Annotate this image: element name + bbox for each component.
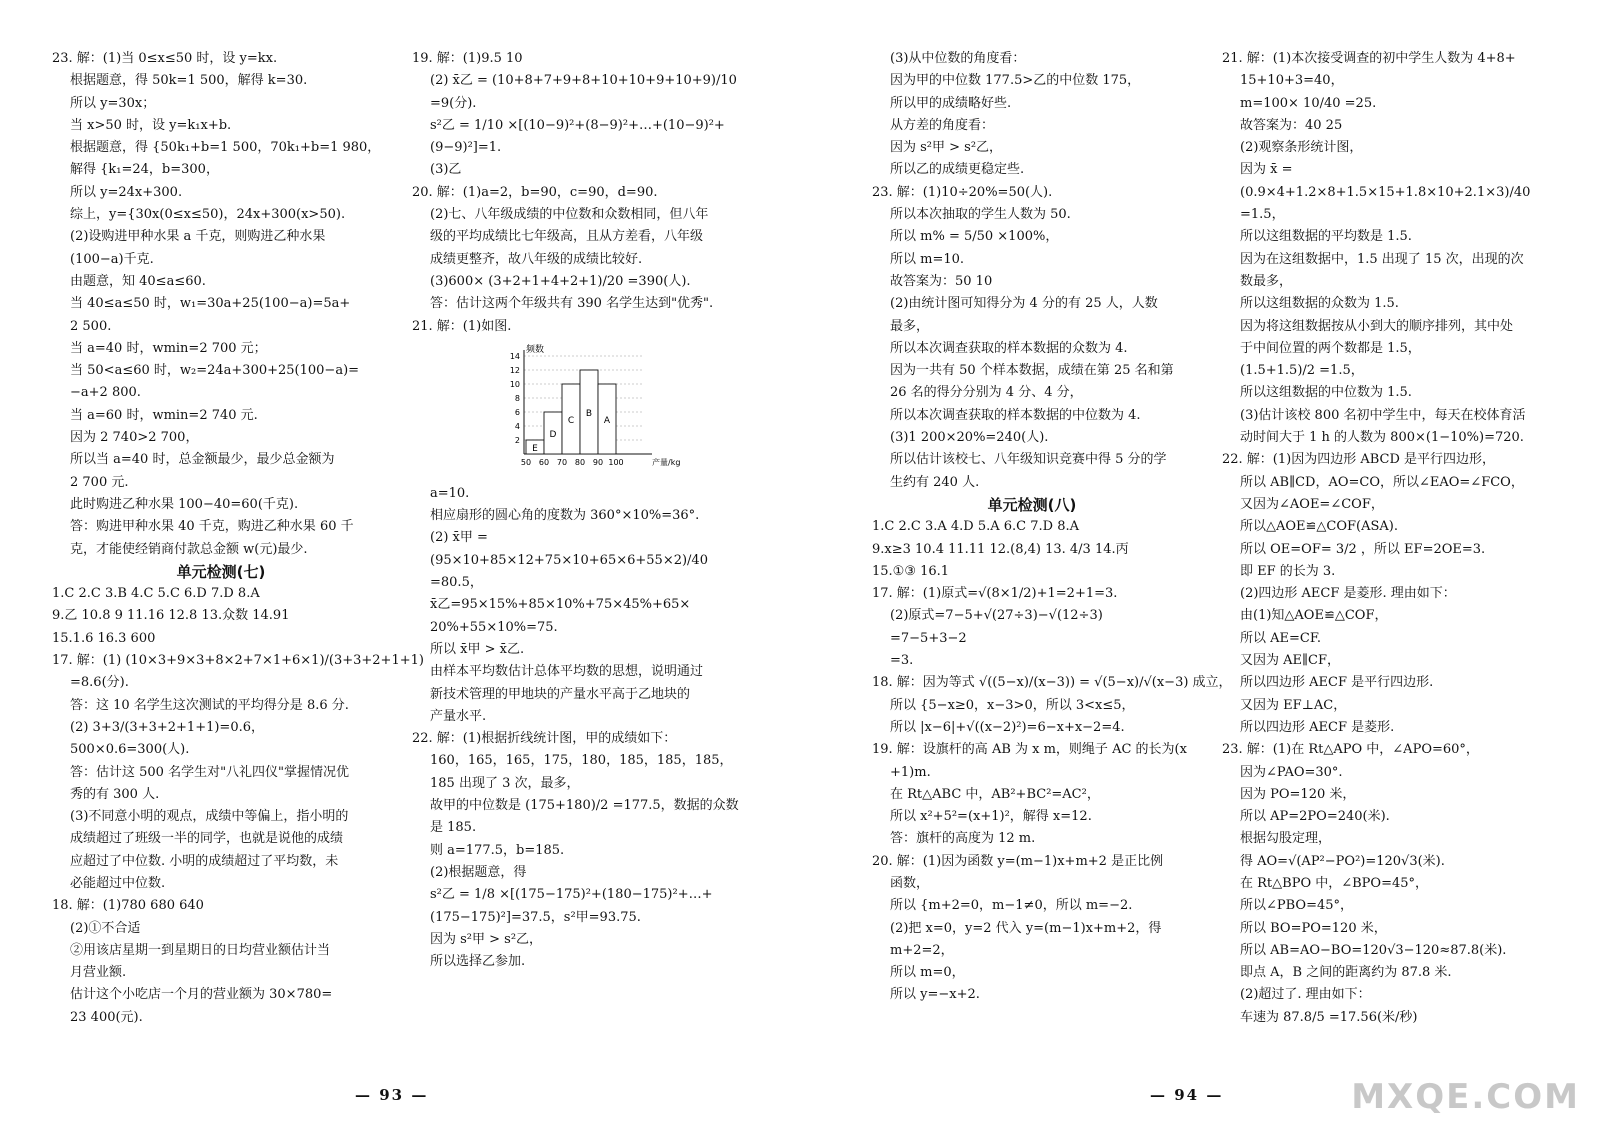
text-line: 2 500.	[70, 318, 112, 334]
text-line: 数最多，	[1240, 273, 1293, 289]
text-line: 所以本次抽取的学生人数为 50.	[890, 207, 1071, 223]
column-1	[52, 48, 424, 1029]
x-tick-label: 80	[574, 457, 586, 467]
y-tick-label: 6	[514, 407, 520, 417]
text-line: =1.5，	[1240, 207, 1285, 223]
text-line: x̄乙=95×15%+85×10%+75×45%+65×	[430, 597, 691, 613]
text-line: (2)四边形 AECF 是菱形. 理由如下：	[1240, 586, 1456, 602]
text-line: 当 40≤a≤50 时，w₁=30a+25(100−a)=5a+	[70, 296, 351, 312]
x-tick-label: 90	[592, 457, 604, 467]
text-line: 估计这个小吃店一个月的营业额为 30×780=	[70, 987, 333, 1003]
text-line: 级的平均成绩比七年级高，且从方差看，八年级	[430, 229, 704, 245]
text-line: 1.C 2.C 3.A 4.D 5.A 6.C 7.D 8.A	[872, 519, 1080, 535]
text-line: (2)原式=7−5+√(27÷3)−√(12÷3)	[890, 608, 1103, 624]
text-line: 所以四边形 AECF 是平行四边形.	[1240, 675, 1434, 691]
text-line: 所以 y=30x；	[70, 95, 156, 111]
text-line: 因为 s²甲 > s²乙，	[890, 140, 1003, 156]
text-line: =7−5+3−2	[890, 630, 967, 646]
text-line: 当 a=60 时，wmin=2 740 元.	[70, 407, 258, 423]
bar-label: B	[585, 408, 593, 419]
text-line: (2)超过了. 理由如下：	[1240, 987, 1371, 1003]
text-line: 即点 A，B 之间的距离约为 87.8 米.	[1240, 965, 1452, 981]
text-line: (2)观察条形统计图，	[1240, 140, 1363, 156]
text-line: 最多，	[890, 318, 930, 334]
watermark-logo: MXQE.COM	[1351, 1077, 1580, 1117]
text-line: 20. 解：(1)a=2，b=90，c=90，d=90.	[412, 184, 658, 200]
text-line: 产量水平.	[430, 708, 487, 724]
text-line: 18. 解：因为等式 √((5−x)/(x−3)) = √(5−x)/√(x−3) 成立，	[872, 675, 1232, 691]
text-line: 答：估计这 500 名学生对"八礼四仪"掌握情况优	[70, 764, 350, 780]
bar-label: A	[603, 415, 611, 426]
text-line: 是 185.	[430, 820, 477, 836]
text-line: m+2=2，	[890, 942, 954, 958]
page-number-left: — 93 —	[355, 1086, 429, 1104]
bar-label: E	[532, 443, 538, 454]
text-line: 所以 |x−6|+√((x−2)²)=6−x+x−2=4.	[890, 719, 1125, 735]
text-line: 所以 m% = 5/50 ×100%，	[890, 229, 1059, 245]
text-line: (9−9)²]=1.	[430, 140, 502, 156]
text-line: 所以当 a=40 时，总金额最少，最少总金额为	[70, 452, 335, 468]
text-line: 得 AO=√(AP²−PO²)=120√3(米).	[1240, 853, 1445, 869]
text-line: (2)设购进甲种水果 a 千克，则购进乙种水果	[70, 229, 326, 245]
x-tick-label: 50	[520, 457, 532, 467]
text-line: 20%+55×10%=75.	[430, 619, 558, 635]
text-line: 在 Rt△BPO 中，∠BPO=45°，	[1240, 875, 1429, 891]
text-line: (175−175)²]=37.5，s²甲=93.75.	[430, 909, 641, 925]
text-line: 因为甲的中位数 177.5>乙的中位数 175，	[890, 73, 1141, 89]
text-line: 500×0.6=300(人).	[70, 742, 190, 758]
text-line: 答：这 10 名学生这次测试的平均得分是 8.6 分.	[70, 697, 349, 713]
text-line: a=10.	[430, 485, 470, 501]
text-line: 生约有 240 人.	[890, 474, 980, 490]
text-line: 在 Rt△ABC 中，AB²+BC²=AC²，	[890, 786, 1100, 802]
text-line: 18. 解：(1)780 680 640	[52, 898, 204, 914]
section-heading: 单元检测(七)	[176, 562, 266, 581]
text-line: (1.5+1.5)/2 =1.5，	[1240, 363, 1364, 379]
text-line: 根据题意，得 {50k₁+b=1 500，70k₁+b=1 980，	[70, 140, 381, 156]
text-line: 又因为 EF⊥AC，	[1240, 697, 1347, 713]
text-line: 故答案为：40 25	[1240, 117, 1343, 133]
text-line: 185 出现了 3 次，最多，	[430, 775, 580, 791]
text-line: (95×10+85×12+75×10+65×6+55×2)/40	[430, 552, 708, 568]
y-axis-label: 频数	[526, 344, 545, 355]
column-2-top	[412, 48, 752, 338]
text-line: 15.①③ 16.1	[872, 563, 950, 579]
text-line: 因为 x̄ =	[1240, 162, 1293, 178]
text-line: 所以估计该校七、八年级知识竞赛中得 5 分的学	[890, 452, 1167, 468]
text-line: 1.C 2.C 3.B 4.C 5.C 6.D 7.D 8.A	[52, 586, 260, 602]
text-line: 因为 PO=120 米，	[1240, 786, 1356, 802]
column-4	[1222, 48, 1562, 1029]
text-line: 故答案为：50 10	[890, 273, 993, 289]
text-line: 根据勾股定理，	[1240, 831, 1332, 847]
text-line: 23. 解：(1)当 0≤x≤50 时，设 y=kx.	[52, 51, 278, 66]
text-line: 22. 解：(1)因为四边形 ABCD 是平行四边形，	[1222, 452, 1496, 468]
text-line: (2) 3+3/(3+3+2+1+1)=0.6，	[70, 719, 264, 735]
text-line: (3)乙	[430, 162, 462, 178]
text-line: (3)从中位数的角度看：	[890, 51, 1026, 66]
text-line: (2) x̄甲 =	[430, 530, 488, 546]
text-line: 必能超过中位数.	[70, 875, 166, 891]
text-line: 根据题意，得 50k=1 500，解得 k=30.	[70, 73, 308, 89]
text-line: 因为 2 740>2 700，	[70, 430, 199, 446]
text-line: 月营业额.	[70, 965, 127, 981]
text-line: 所以选择乙参加.	[430, 954, 526, 970]
text-line: 因为 s²甲 > s²乙，	[430, 931, 543, 947]
text-line: 23. 解：(1)10÷20%=50(人).	[872, 184, 1053, 200]
text-line: 成绩超过了班级一半的同学，也就是说他的成绩	[70, 831, 344, 847]
text-line: 所以 m=10.	[890, 251, 965, 267]
section-heading: 单元检测(八)	[987, 495, 1077, 514]
text-line: 所以△AOE≌△COF(ASA).	[1240, 519, 1399, 535]
text-line: 所以本次调查获取的样本数据的众数为 4.	[890, 340, 1128, 356]
x-tick-label: 70	[556, 457, 568, 467]
x-axis-label: 产量/kg	[652, 457, 681, 467]
page-number-right: — 94 —	[1150, 1086, 1224, 1104]
text-line: 答：购进甲种水果 40 千克，购进乙种水果 60 千	[70, 519, 354, 535]
text-line: (2)由统计图可知得分为 4 分的有 25 人，人数	[890, 296, 1158, 312]
text-line: 所以本次调查获取的样本数据的中位数为 4.	[890, 407, 1141, 423]
text-line: 所以 AB∥CD，AO=CO，所以∠EAO=∠FCO，	[1240, 474, 1524, 490]
text-line: 当 50<a≤60 时，w₂=24a+300+25(100−a)=	[70, 363, 360, 379]
text-line: 此时购进乙种水果 100−40=60(千克).	[70, 496, 299, 512]
text-line: 19. 解：(1)9.5 10	[412, 51, 523, 66]
text-line: (3)估计该校 800 名初中学生中，每天在校体育活	[1240, 407, 1526, 423]
text-line: 所以 AP=2PO=240(米).	[1240, 809, 1390, 825]
text-line: 所以 x²+5²=(x+1)²，解得 x=12.	[890, 809, 1092, 825]
text-line: (2) x̄乙 = (10+8+7+9+8+10+10+9+10+9)/10	[430, 73, 737, 89]
text-line: 21. 解：(1)本次接受调查的初中学生人数为 4+8+	[1222, 51, 1516, 66]
column-2-bottom	[412, 483, 752, 974]
text-line: 车速为 87.8/5 =17.56(米/秒)	[1240, 1009, 1418, 1025]
text-line: 因为∠PAO=30°.	[1240, 764, 1343, 780]
text-line: +1)m.	[890, 764, 931, 780]
text-line: 所以这组数据的平均数是 1.5.	[1240, 229, 1412, 245]
text-line: (3)600× (3+2+1+4+2+1)/20 =390(人).	[430, 273, 691, 289]
column-2	[412, 48, 752, 973]
text-line: m=100× 10/40 =25.	[1240, 95, 1377, 111]
text-line: 19. 解：设旗杆的高 AB 为 x m，则绳子 AC 的长为(x	[872, 742, 1187, 758]
text-line: 所以 y=−x+2.	[890, 987, 980, 1003]
column-3	[872, 48, 1232, 1007]
text-line: (2)根据题意，得	[430, 864, 527, 880]
text-line: (2)把 x=0，y=2 代入 y=(m−1)x+m+2，得	[890, 920, 1162, 936]
text-line: 22. 解：(1)根据折线统计图，甲的成绩如下：	[412, 731, 677, 747]
text-line: (2)七、八年级成绩的中位数和众数相同，但八年	[430, 207, 709, 223]
text-line: (3)1 200×20%=240(人).	[890, 430, 1049, 446]
text-line: 动时间大于 1 h 的人数为 800×(1−10%)=720.	[1240, 430, 1524, 446]
text-line: 函数，	[890, 875, 930, 891]
text-line: 所以这组数据的众数为 1.5.	[1240, 296, 1399, 312]
text-line: =80.5，	[430, 575, 483, 591]
text-line: 因为在这组数据中，1.5 出现了 15 次，出现的次	[1240, 251, 1524, 267]
text-line: 因为将这组数据按从小到大的顺序排列，其中处	[1240, 318, 1514, 334]
text-line: 所以这组数据的中位数为 1.5.	[1240, 385, 1412, 401]
text-line: 所以 {5−x≥0，x−3>0，所以 3<x≤5，	[890, 697, 1135, 713]
text-line: 相应扇形的圆心角的度数为 360°×10%=36°.	[430, 508, 700, 524]
text-line: 当 x>50 时，设 y=k₁x+b.	[70, 117, 232, 133]
histogram-figure	[502, 342, 752, 477]
text-line: 2 700 元.	[70, 474, 129, 490]
text-line: 160，165，165，175，180，185，185，185，	[430, 753, 733, 769]
text-line: 因为一共有 50 个样本数据，成绩在第 25 名和第	[890, 363, 1174, 379]
text-line: 9.x≥3 10.4 11.11 12.(8,4) 13. 4/3 14.丙	[872, 541, 1129, 557]
text-line: 又因为∠AOE=∠COF，	[1240, 496, 1384, 512]
y-tick-label: 2	[514, 435, 520, 445]
text-line: 所以四边形 AECF 是菱形.	[1240, 719, 1395, 735]
text-line: 答：旗杆的高度为 12 m.	[890, 831, 1036, 847]
text-line: 新技术管理的甲地块的产量水平高于乙地块的	[430, 686, 691, 702]
histogram-chart	[502, 342, 692, 477]
text-line: ②用该店星期一到星期日的日均营业额估计当	[70, 942, 331, 958]
text-line: 由样本平均数估计总体平均数的思想，说明通过	[430, 664, 704, 680]
text-line: 23. 解：(1)在 Rt△APO 中，∠APO=60°，	[1222, 742, 1479, 758]
text-line: 21. 解：(1)如图.	[412, 318, 512, 334]
text-line: 故甲的中位数是 (175+180)/2 =177.5，数据的众数	[430, 798, 739, 814]
text-line: 于中间位置的两个数都是 1.5，	[1240, 340, 1421, 356]
y-tick-label: 14	[509, 351, 520, 361]
text-line: 当 a=40 时，wmin=2 700 元；	[70, 340, 267, 356]
text-line: s²乙 = 1/10 ×[(10−9)²+(8−9)²+…+(10−9)²+	[430, 117, 725, 133]
text-line: 答：估计这两个年级共有 390 名学生达到"优秀".	[430, 296, 714, 312]
text-line: 17. 解：(1)原式=√(8×1/2)+1=2+1=3.	[872, 586, 1118, 602]
text-line: 所以 y=24x+300.	[70, 184, 183, 200]
text-line: 所以 AB=AO−BO=120√3−120≈87.8(米).	[1240, 942, 1507, 958]
text-line: 从方差的角度看：	[890, 117, 995, 133]
text-line: 应超过了中位数. 小明的成绩超过了平均数，未	[70, 853, 339, 869]
text-line: =9(分).	[430, 95, 477, 111]
text-line: (0.9×4+1.2×8+1.5×15+1.8×10+2.1×3)/40	[1240, 184, 1531, 200]
text-line: (2)①不合适	[70, 920, 141, 936]
text-line: 所以 m=0，	[890, 965, 965, 981]
text-line: 则 a=177.5，b=185.	[430, 842, 565, 858]
y-tick-label: 12	[509, 365, 520, 375]
text-line: −a+2 800.	[70, 385, 141, 401]
text-line: 23 400(元).	[70, 1009, 143, 1025]
text-line: 17. 解：(1) (10×3+9×3+8×2+7×1+6×1)/(3+3+2+1+1)	[52, 653, 424, 669]
y-tick-label: 8	[514, 393, 520, 403]
text-line: 所以 {m+2=0，m−1≠0，所以 m=−2.	[890, 898, 1133, 914]
text-line: 所以∠PBO=45°，	[1240, 898, 1354, 914]
text-line: 所以 BO=PO=120 米，	[1240, 920, 1387, 936]
text-line: 由(1)知△AOE≌△COF，	[1240, 608, 1388, 624]
x-tick-label: 60	[538, 457, 550, 467]
text-line: 又因为 AE∥CF，	[1240, 653, 1340, 669]
text-line: (100−a)千克.	[70, 251, 154, 267]
text-line: (3)不同意小明的观点，成绩中等偏上，指小明的	[70, 809, 349, 825]
text-line: 所以 x̄甲 > x̄乙.	[430, 641, 525, 657]
text-line: 即 EF 的长为 3.	[1240, 563, 1336, 579]
text-line: s²乙 = 1/8 ×[(175−175)²+(180−175)²+…+	[430, 887, 713, 903]
bar-label: C	[567, 415, 575, 426]
text-line: 秀的有 300 人.	[70, 786, 160, 802]
text-line: 所以 OE=OF= 3/2 ，所以 EF=2OE=3.	[1240, 541, 1486, 557]
text-line: 所以 AE=CF.	[1240, 630, 1321, 646]
text-line: 所以甲的成绩略好些.	[890, 95, 1012, 111]
text-line: 综上，y={30x(0≤x≤50)，24x+300(x>50).	[70, 207, 346, 223]
text-line: 所以乙的成绩更稳定些.	[890, 162, 1025, 178]
text-line: 由题意，知 40≤a≤60.	[70, 273, 206, 289]
text-line: 解得 {k₁=24，b=300，	[70, 162, 219, 178]
text-line: 26 名的得分分别为 4 分、4 分，	[890, 385, 1083, 401]
bar-label: D	[549, 429, 557, 440]
text-line: 成绩更整齐，故八年级的成绩比较好.	[430, 251, 643, 267]
text-line: 15+10+3=40，	[1240, 73, 1344, 89]
text-line: 20. 解：(1)因为函数 y=(m−1)x+m+2 是正比例	[872, 853, 1164, 869]
text-line: =3.	[890, 653, 914, 669]
y-tick-label: 10	[509, 379, 520, 389]
text-line: 9.乙 10.8 9 11.16 12.8 13.众数 14.91	[52, 608, 290, 624]
text-line: 15.1.6 16.3 600	[52, 630, 156, 646]
y-tick-label: 4	[514, 421, 520, 431]
x-tick-label: 100	[608, 457, 624, 467]
text-line: =8.6(分).	[70, 675, 129, 691]
text-line: 克，才能使经销商付款总金额 w(元)最少.	[70, 541, 308, 557]
